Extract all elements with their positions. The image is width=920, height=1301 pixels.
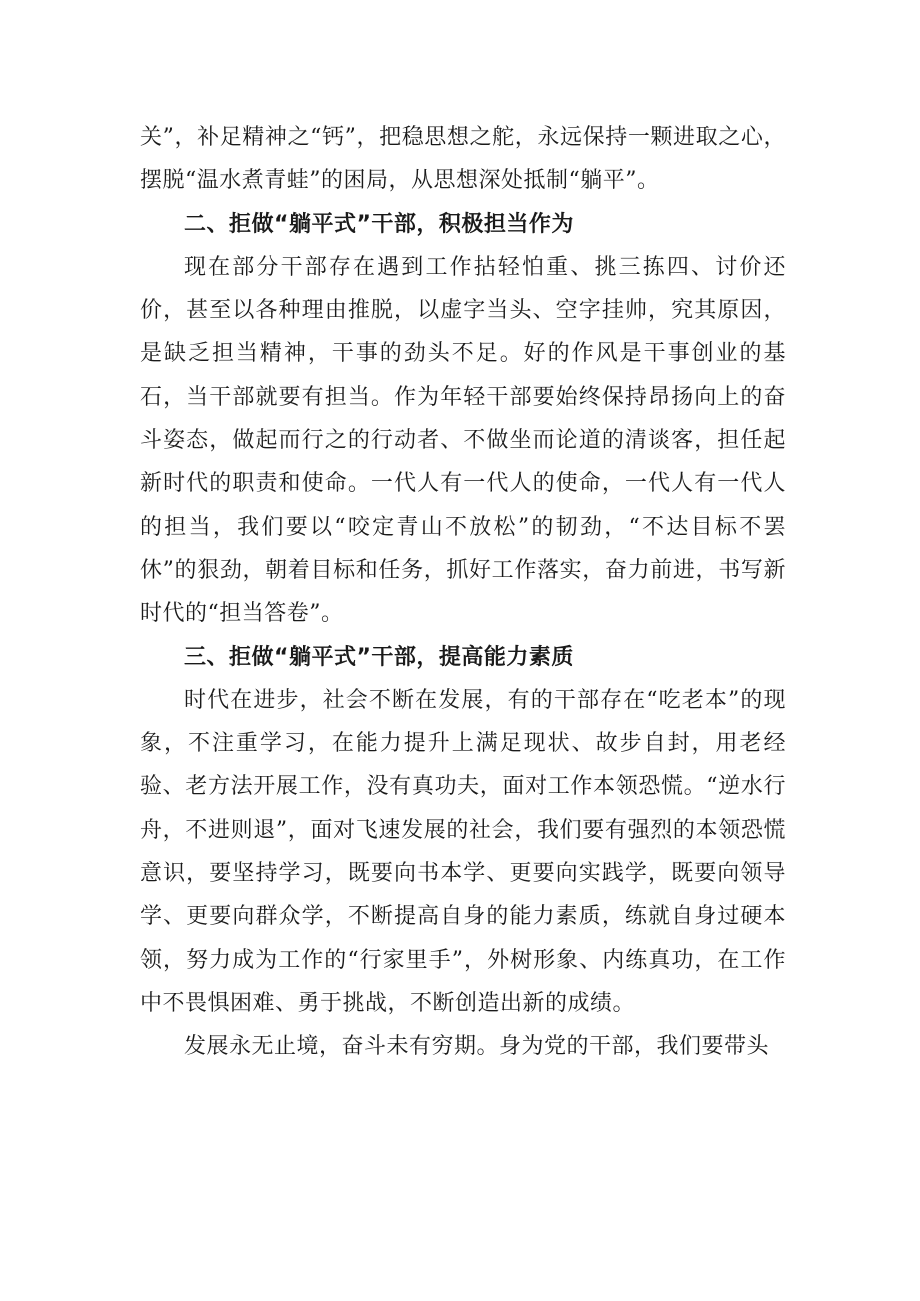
document-body [140,116,786,1069]
paragraph-conclusion: 发展永无止境，奋斗未有穷期。身为党的干部，我们要带头 [184,1034,770,1060]
paragraph-continuation: 关”，补足精神之“钙”，把稳思想之舵，永远保持一颗进取之心，摆脱“温水煮青蛙”的困局，从思想深处抵制“躺平”。 [140,125,786,194]
section-heading-two: 二、拒做“躺平式”干部，积极担当作为 [184,211,574,237]
section-heading-three: 三、拒做“躺平式”干部，提高能力素质 [184,644,574,670]
paragraph-section-three: 时代在进步，社会不断在发展，有的干部存在“吃老本”的现象，不注重学习，在能力提升上满足现状、故步自封，用老经验、老方法开展工作，没有真功夫，面对工作本领恐慌。“逆水行舟，不进则退”，面对飞速发展的社会，我们要有强烈的本领恐慌意识，要坚持学习，既要向书本学、更要向实践学，既要向领导学、更要向群众学，不断提高自身的能力素质，练就自身过硬本领，努力成为工作的“行家里手”，外树形象、内练真功，在工作中不畏惧困难、勇于挑战，不断创造出新的成绩。 [140,687,786,1016]
paragraph-section-two: 现在部分干部存在遇到工作拈轻怕重、挑三拣四、讨价还价，甚至以各种理由推脱，以虚字当头、空字挂帅，究其原因，是缺乏担当精神，干事的劲头不足。好的作风是干事创业的基石，当干部就要有担当。作为年轻干部要始终保持昂扬向上的奋斗姿态，做起而行之的行动者、不做坐而论道的清谈客，担任起新时代的职责和使命。一代人有一代人的使命，一代人有一代人的担当，我们要以“咬定青山不放松”的韧劲，“不达目标不罢休”的狠劲，朝着目标和任务，抓好工作落实，奋力前进，书写新时代的“担当答卷”。 [140,254,786,627]
